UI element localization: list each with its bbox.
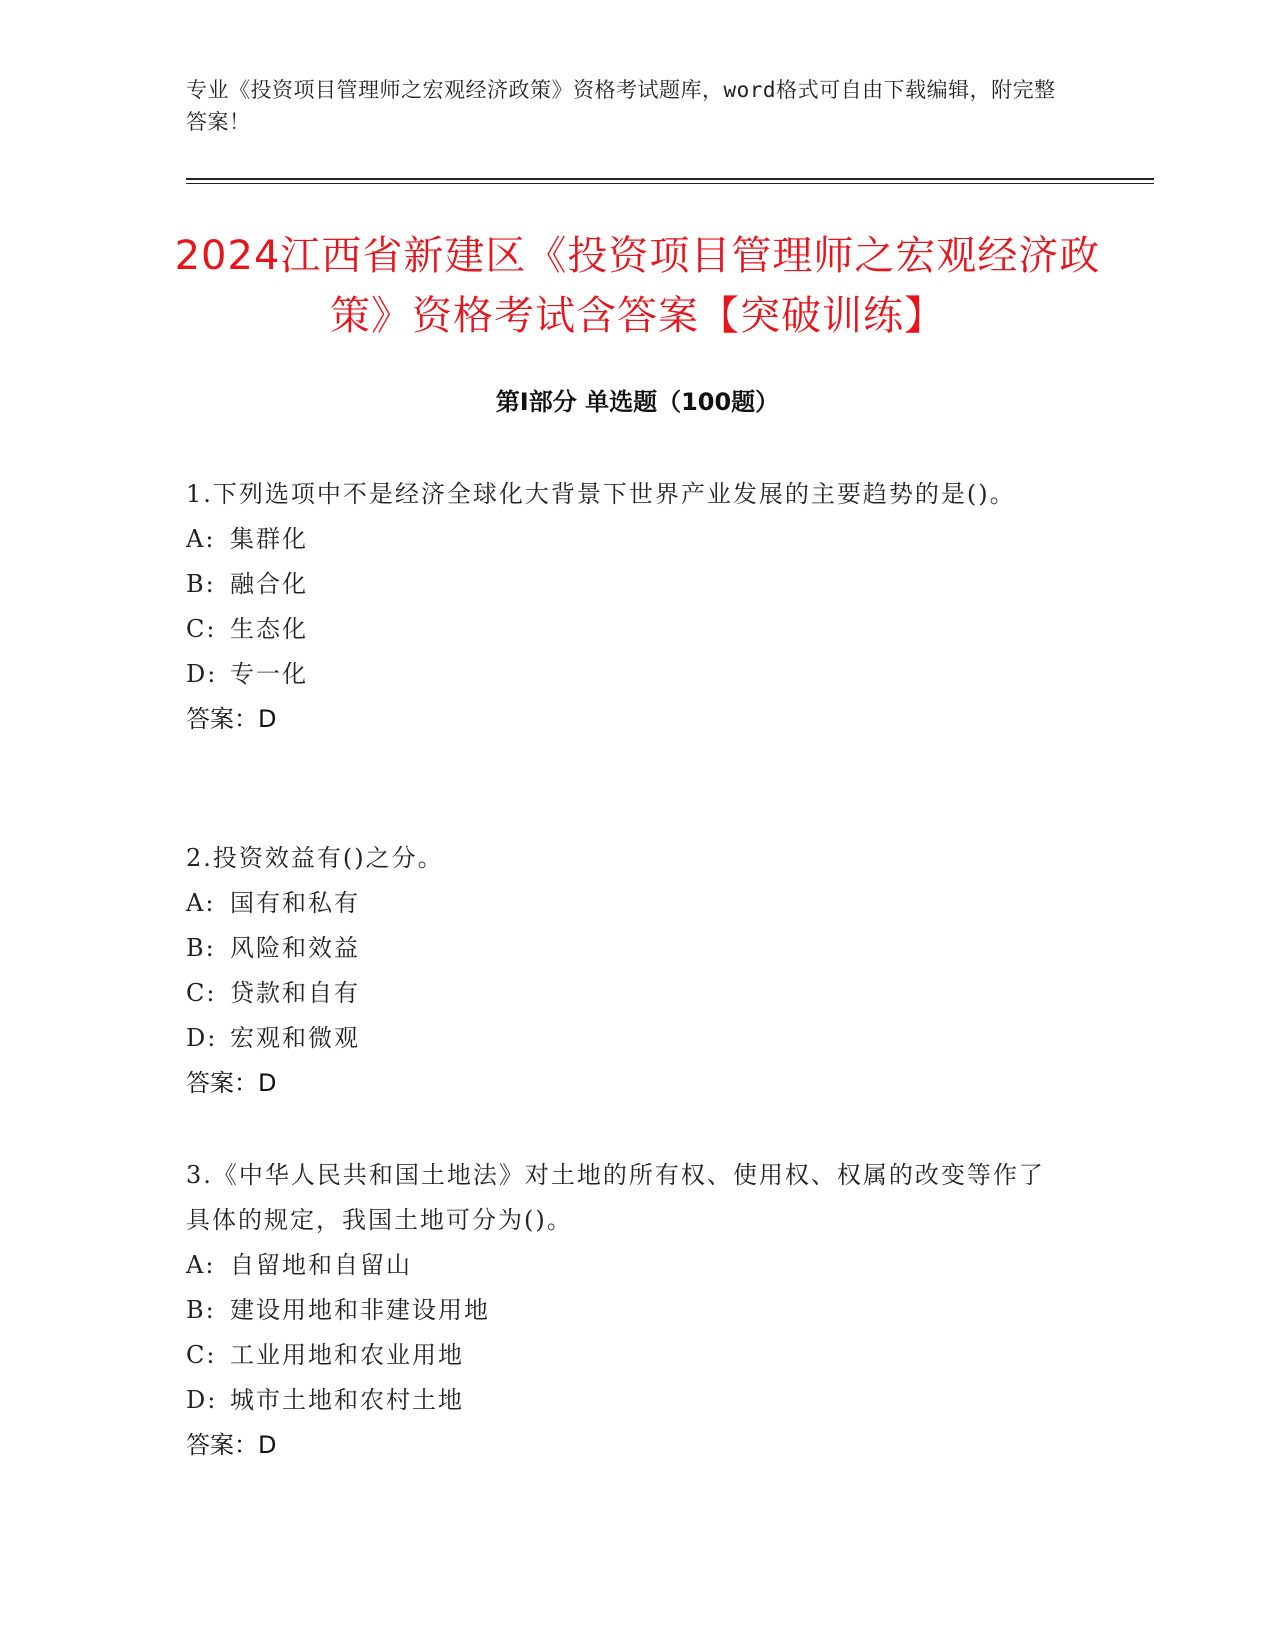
question-stem: 1.下列选项中不是经济全球化大背景下世界产业发展的主要趋势的是()。 xyxy=(186,480,1016,508)
option-text: 风险和效益 xyxy=(230,934,360,962)
option-text: 国有和私有 xyxy=(230,889,360,917)
option-key: D: xyxy=(186,660,218,688)
option-key: B: xyxy=(186,1296,216,1324)
question-1 xyxy=(186,472,1066,742)
option-text: 宏观和微观 xyxy=(230,1024,360,1052)
option-key: A: xyxy=(186,1251,216,1279)
option-key: D: xyxy=(186,1024,218,1052)
option-key: B: xyxy=(186,570,216,598)
option-d xyxy=(186,652,1066,697)
option-key: C: xyxy=(186,1341,217,1369)
option-text: 建设用地和非建设用地 xyxy=(230,1296,490,1324)
question-stem: 2.投资效益有()之分。 xyxy=(186,844,444,872)
option-text: 自留地和自留山 xyxy=(230,1251,412,1279)
option-a xyxy=(186,517,1066,562)
option-key: A: xyxy=(186,525,216,553)
option-key: A: xyxy=(186,889,216,917)
option-text: 生态化 xyxy=(230,615,308,643)
option-text: 贷款和自有 xyxy=(230,979,360,1007)
answer-line: 答案：D xyxy=(186,705,277,733)
option-b xyxy=(186,562,1066,607)
option-text: 工业用地和农业用地 xyxy=(230,1341,464,1369)
header-divider-thin xyxy=(186,183,1154,184)
option-text: 融合化 xyxy=(230,570,308,598)
option-d xyxy=(186,1378,1066,1423)
option-text: 集群化 xyxy=(230,525,308,553)
question-stem: 3.《中华人民共和国土地法》对土地的所有权、使用权、权属的改变等作了具体的规定，我国土地可分为()。 xyxy=(186,1161,1045,1234)
header-divider-thick xyxy=(186,178,1154,180)
option-c xyxy=(186,607,1066,652)
option-text: 城市土地和农村土地 xyxy=(230,1386,464,1414)
option-text: 专一化 xyxy=(230,660,308,688)
section-heading: 第Ⅰ部分 单选题（100题） xyxy=(495,388,780,416)
option-c xyxy=(186,971,1066,1016)
option-a xyxy=(186,881,1066,926)
question-2 xyxy=(186,836,1066,1106)
answer-line: 答案：D xyxy=(186,1069,277,1097)
option-c xyxy=(186,1333,1066,1378)
option-key: C: xyxy=(186,615,217,643)
document-title: 2024江西省新建区《投资项目管理师之宏观经济政策》资格考试含答案【突破训练】 xyxy=(174,233,1101,339)
option-key: C: xyxy=(186,979,217,1007)
option-a xyxy=(186,1243,1066,1288)
option-d xyxy=(186,1016,1066,1061)
option-b xyxy=(186,926,1066,971)
question-3 xyxy=(186,1153,1066,1468)
option-key: D: xyxy=(186,1386,218,1414)
option-key: B: xyxy=(186,934,216,962)
page-header-note: 专业《投资项目管理师之宏观经济政策》资格考试题库，word格式可自由下载编辑，附完整答案！ xyxy=(186,78,1056,134)
option-b xyxy=(186,1288,1066,1333)
answer-line: 答案：D xyxy=(186,1431,277,1459)
